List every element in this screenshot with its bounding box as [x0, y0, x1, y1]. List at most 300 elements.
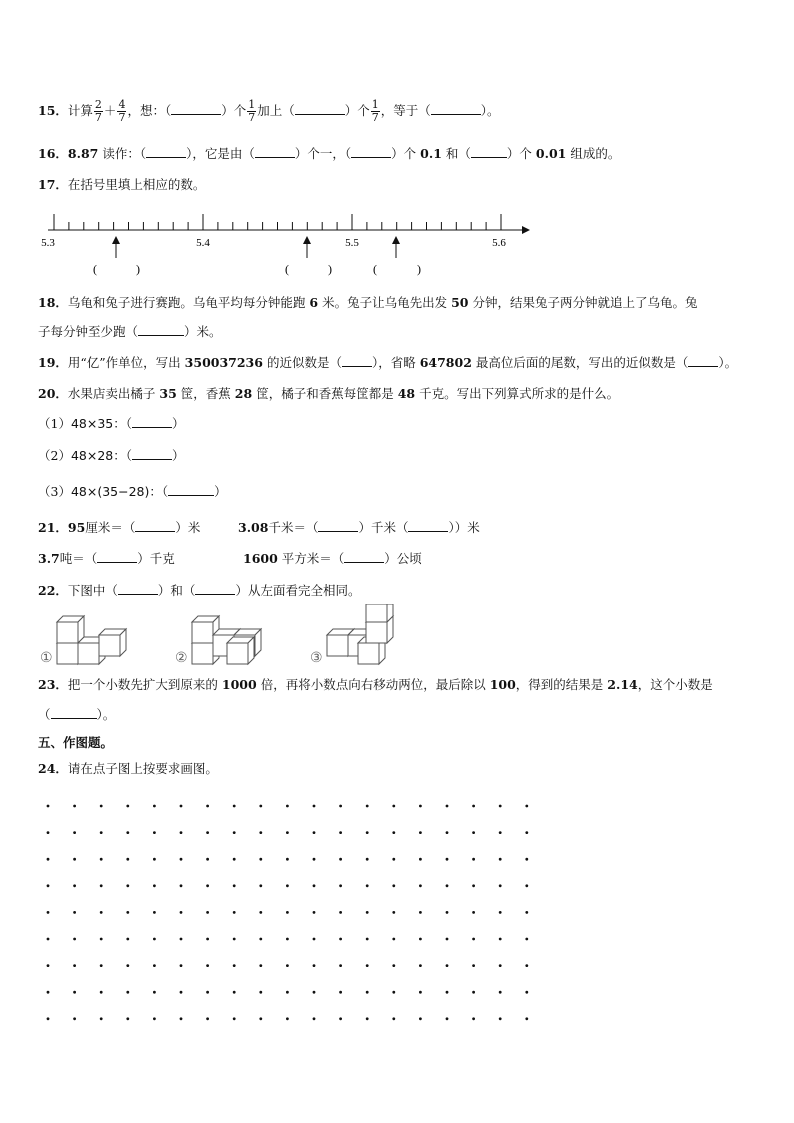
grid-dot[interactable]: [233, 938, 236, 941]
q17-text: 在括号里填上相应的数。: [67, 177, 206, 192]
q20-number: 20．: [38, 386, 68, 401]
q20-text: 筐，橘子和香蕉每筐都是: [256, 386, 394, 401]
grid-dot[interactable]: [525, 858, 528, 861]
expression: 48×(35−28)：（: [70, 484, 169, 499]
q23-value: 2.14: [607, 677, 638, 692]
grid-dot[interactable]: [313, 964, 316, 967]
grid-dot[interactable]: [419, 805, 422, 808]
grid-dot[interactable]: [392, 831, 395, 834]
blank[interactable]: [255, 146, 295, 158]
q20-value: 48: [397, 386, 416, 401]
grid-dot[interactable]: [47, 1017, 50, 1020]
section-heading: 五、作图题。: [38, 735, 114, 750]
question-23-line-2: [38, 707, 115, 723]
q22-text: ）从左面看完全相同。: [235, 583, 361, 598]
q15-text-4: 加上（: [257, 103, 295, 118]
grid-dot[interactable]: [206, 938, 209, 941]
grid-dot[interactable]: [339, 831, 342, 834]
grid-dot[interactable]: [313, 938, 316, 941]
grid-dot[interactable]: [126, 964, 129, 967]
grid-dot[interactable]: [259, 1017, 262, 1020]
grid-dot[interactable]: [100, 938, 103, 941]
grid-dot[interactable]: [392, 884, 395, 887]
q23-number: 23．: [38, 677, 68, 692]
part-label: （3）: [38, 484, 71, 499]
grid-dot[interactable]: [47, 938, 50, 941]
q21-value: 1600: [243, 551, 278, 566]
figure-label-1: ①: [40, 651, 53, 666]
grid-dot[interactable]: [259, 991, 262, 994]
grid-dot[interactable]: [286, 884, 289, 887]
grid-dot[interactable]: [126, 1017, 129, 1020]
grid-dot[interactable]: [126, 884, 129, 887]
grid-dot[interactable]: [366, 1017, 369, 1020]
grid-dot[interactable]: [446, 964, 449, 967]
grid-dot[interactable]: [73, 831, 76, 834]
grid-dot[interactable]: [499, 884, 502, 887]
blank[interactable]: [195, 583, 235, 595]
grid-dot[interactable]: [259, 858, 262, 861]
grid-dot[interactable]: [73, 911, 76, 914]
grid-dot[interactable]: [419, 1017, 422, 1020]
grid-dot[interactable]: [472, 991, 475, 994]
q21-text: 平方米＝（: [281, 551, 345, 566]
question-19: [38, 355, 737, 371]
grid-dot[interactable]: [73, 858, 76, 861]
figure-label-3: ③: [310, 651, 323, 666]
grid-dot[interactable]: [233, 1017, 236, 1020]
grid-dot[interactable]: [100, 831, 103, 834]
blank[interactable]: [431, 103, 481, 115]
grid-dot[interactable]: [419, 884, 422, 887]
grid-dot[interactable]: [339, 911, 342, 914]
q20-text: 水果店卖出橘子: [67, 386, 156, 401]
q21-text: ）米: [175, 520, 201, 535]
grid-dot[interactable]: [47, 911, 50, 914]
question-20-part-1: [38, 416, 185, 432]
grid-dot[interactable]: [339, 805, 342, 808]
q18-text: 米。兔子让乌龟先出发: [322, 295, 448, 310]
grid-dot[interactable]: [313, 991, 316, 994]
blank[interactable]: [171, 103, 221, 115]
q19-text: 的近似数是（: [266, 355, 342, 370]
grid-dot[interactable]: [153, 858, 156, 861]
q21-text: 千米＝（: [268, 520, 319, 535]
grid-dot[interactable]: [73, 805, 76, 808]
grid-dot[interactable]: [100, 964, 103, 967]
q22-number: 22．: [38, 583, 68, 598]
part-label: （1）: [38, 416, 71, 431]
q19-value: 350037236: [184, 355, 263, 370]
grid-dot[interactable]: [233, 964, 236, 967]
grid-dot[interactable]: [153, 831, 156, 834]
grid-dot[interactable]: [100, 884, 103, 887]
q20-text: 筐，香蕉: [180, 386, 231, 401]
grid-dot[interactable]: [446, 991, 449, 994]
grid-dot[interactable]: [339, 858, 342, 861]
grid-dot[interactable]: [286, 858, 289, 861]
answer-paren-open: (: [373, 262, 377, 276]
grid-dot[interactable]: [100, 911, 103, 914]
grid-dot[interactable]: [153, 884, 156, 887]
q21-text: ））米: [448, 520, 480, 535]
grid-dot[interactable]: [126, 938, 129, 941]
blank[interactable]: [408, 520, 448, 532]
q23-text: 倍，再将小数点向右移动两位，最后除以: [260, 677, 486, 692]
paren-close: ）: [172, 416, 185, 431]
q19-value: 647802: [419, 355, 472, 370]
q24-number: 24．: [38, 761, 68, 776]
blank[interactable]: [295, 103, 345, 115]
grid-dot[interactable]: [313, 805, 316, 808]
q23-text: ，得到的结果是: [515, 677, 604, 692]
grid-dot[interactable]: [525, 911, 528, 914]
grid-dot[interactable]: [180, 911, 183, 914]
cube-figure-2: [192, 616, 261, 664]
grid-dot[interactable]: [180, 805, 183, 808]
grid-dot[interactable]: [525, 991, 528, 994]
cube-figures: [36, 604, 406, 666]
grid-dot[interactable]: [100, 858, 103, 861]
answer-paren-open: (: [93, 262, 97, 276]
blank[interactable]: [97, 551, 137, 563]
grid-dot[interactable]: [259, 884, 262, 887]
question-16: [38, 146, 620, 162]
q19-text: 用“亿”作单位，写出: [67, 355, 181, 370]
grid-dot[interactable]: [339, 884, 342, 887]
grid-dot[interactable]: [47, 991, 50, 994]
grid-dot[interactable]: [313, 911, 316, 914]
grid-dot[interactable]: [286, 991, 289, 994]
grid-dot[interactable]: [313, 831, 316, 834]
q19-number: 19．: [38, 355, 68, 370]
q16-number: 16．: [38, 146, 68, 161]
paren-close: ）: [214, 484, 227, 499]
grid-dot[interactable]: [73, 884, 76, 887]
grid-dot[interactable]: [446, 805, 449, 808]
grid-dot[interactable]: [286, 831, 289, 834]
fraction-2-7: $\frac{2}{7}$: [94, 98, 102, 124]
grid-dot[interactable]: [233, 884, 236, 887]
grid-dot[interactable]: [233, 805, 236, 808]
grid-dot[interactable]: [206, 805, 209, 808]
grid-dot[interactable]: [419, 991, 422, 994]
q24-text: 请在点子图上按要求画图。: [67, 761, 218, 776]
question-24: [38, 761, 218, 777]
question-21-b: [238, 520, 480, 536]
grid-dot[interactable]: [472, 831, 475, 834]
blank[interactable]: [342, 355, 372, 367]
grid-dot[interactable]: [499, 1017, 502, 1020]
grid-dot[interactable]: [73, 938, 76, 941]
grid-dot[interactable]: [286, 911, 289, 914]
tick-label-5-6: 5.6: [492, 237, 506, 249]
grid-dot[interactable]: [206, 1017, 209, 1020]
grid-dot[interactable]: [180, 884, 183, 887]
grid-dot[interactable]: [126, 805, 129, 808]
grid-dot[interactable]: [499, 858, 502, 861]
grid-dot[interactable]: [313, 884, 316, 887]
grid-dot[interactable]: [499, 964, 502, 967]
question-21-c: [38, 551, 175, 567]
q18-text: ）米。: [184, 324, 222, 339]
grid-dot[interactable]: [472, 1017, 475, 1020]
grid-dot[interactable]: [419, 938, 422, 941]
grid-dot[interactable]: [499, 831, 502, 834]
q18-value: 6: [309, 295, 319, 310]
paren-close: ）: [172, 448, 185, 463]
grid-dot[interactable]: [153, 911, 156, 914]
grid-dot[interactable]: [366, 964, 369, 967]
q19-text: ）。: [718, 355, 738, 370]
grid-dot[interactable]: [286, 1017, 289, 1020]
tick-label-5-4: 5.4: [196, 237, 210, 249]
grid-dot[interactable]: [446, 831, 449, 834]
grid-dot[interactable]: [446, 884, 449, 887]
grid-dot[interactable]: [392, 964, 395, 967]
blank[interactable]: [118, 583, 158, 595]
grid-dot[interactable]: [366, 831, 369, 834]
grid-dot[interactable]: [472, 884, 475, 887]
part-label: （2）: [38, 448, 71, 463]
q18-value: 50: [451, 295, 469, 310]
question-20: [38, 386, 619, 402]
grid-dot[interactable]: [472, 805, 475, 808]
grid-dot[interactable]: [339, 991, 342, 994]
grid-dot[interactable]: [259, 805, 262, 808]
grid-dot[interactable]: [206, 884, 209, 887]
tick-label-5-5: 5.5: [345, 237, 359, 249]
grid-dot[interactable]: [153, 1017, 156, 1020]
grid-dot[interactable]: [73, 991, 76, 994]
grid-dot[interactable]: [392, 858, 395, 861]
grid-dot[interactable]: [73, 1017, 76, 1020]
grid-dot[interactable]: [233, 911, 236, 914]
fraction-4-7: $\frac{4}{7}$: [118, 98, 126, 124]
grid-dot[interactable]: [366, 884, 369, 887]
grid-dot[interactable]: [525, 964, 528, 967]
grid-dot[interactable]: [233, 831, 236, 834]
q15-number: 15．: [38, 103, 68, 118]
grid-dot[interactable]: [499, 938, 502, 941]
grid-dot[interactable]: [286, 964, 289, 967]
grid-dot[interactable]: [339, 938, 342, 941]
cube-figure-1: [57, 616, 126, 664]
q22-text: 下图中（: [67, 583, 118, 598]
q16-value: 0.1: [420, 146, 442, 161]
q23-value: 100: [489, 677, 516, 692]
grid-dot[interactable]: [286, 938, 289, 941]
grid-dot[interactable]: [180, 938, 183, 941]
grid-dot[interactable]: [366, 991, 369, 994]
grid-dot[interactable]: [525, 884, 528, 887]
grid-dot[interactable]: [233, 991, 236, 994]
grid-dot[interactable]: [366, 858, 369, 861]
grid-dot[interactable]: [392, 911, 395, 914]
grid-dot[interactable]: [100, 991, 103, 994]
dot-grid[interactable]: [40, 798, 560, 1028]
fraction-1-7: $\frac{1}{7}$: [248, 98, 256, 124]
q18-text: 乌龟和兔子进行赛跑。乌龟平均每分钟能跑: [67, 295, 306, 310]
grid-dot[interactable]: [525, 1017, 528, 1020]
figure-label-2: ②: [175, 651, 188, 666]
q16-text: 读作：（: [102, 146, 147, 161]
blank[interactable]: [138, 324, 184, 336]
grid-dot[interactable]: [525, 831, 528, 834]
q16-value: 8.87: [67, 146, 99, 161]
grid-dot[interactable]: [206, 858, 209, 861]
q23-text: ，这个小数是: [637, 677, 713, 692]
plus-sign: ＋: [103, 103, 117, 118]
expression: 48×28：（: [70, 448, 132, 463]
grid-dot[interactable]: [313, 858, 316, 861]
grid-dot[interactable]: [366, 805, 369, 808]
q18-number: 18．: [38, 295, 68, 310]
grid-dot[interactable]: [392, 991, 395, 994]
question-20-part-2: [38, 448, 185, 464]
q18-text: 分钟，结果兔子两分钟就追上了乌龟。兔: [472, 295, 698, 310]
blank[interactable]: [135, 520, 175, 532]
q22-text: ）和（: [157, 583, 196, 598]
grid-dot[interactable]: [73, 964, 76, 967]
grid-dot[interactable]: [419, 964, 422, 967]
blank[interactable]: [51, 707, 97, 719]
grid-dot[interactable]: [153, 805, 156, 808]
q16-text: ）个: [391, 146, 417, 161]
q16-text: 和（: [445, 146, 471, 161]
blank[interactable]: [146, 146, 186, 158]
pointer-arrow-icon: [303, 236, 311, 258]
q15-text-7: ）。: [480, 103, 500, 118]
grid-dot[interactable]: [446, 911, 449, 914]
grid-dot[interactable]: [525, 938, 528, 941]
grid-dot[interactable]: [206, 831, 209, 834]
grid-dot[interactable]: [339, 1017, 342, 1020]
grid-dot[interactable]: [47, 858, 50, 861]
grid-dot[interactable]: [366, 911, 369, 914]
grid-dot[interactable]: [313, 1017, 316, 1020]
q21-value: 95: [67, 520, 86, 535]
grid-dot[interactable]: [233, 858, 236, 861]
grid-dot[interactable]: [126, 831, 129, 834]
blank[interactable]: [168, 484, 214, 496]
grid-dot[interactable]: [180, 858, 183, 861]
q17-number: 17．: [38, 177, 68, 192]
grid-dot[interactable]: [446, 938, 449, 941]
blank[interactable]: [344, 551, 384, 563]
grid-dot[interactable]: [339, 964, 342, 967]
grid-dot[interactable]: [392, 938, 395, 941]
grid-dot[interactable]: [100, 1017, 103, 1020]
grid-dot[interactable]: [392, 1017, 395, 1020]
q15-text-3: ）个: [221, 103, 247, 118]
grid-dot[interactable]: [153, 991, 156, 994]
question-17: [38, 177, 205, 193]
q23-text: 把一个小数先扩大到原来的: [67, 677, 218, 692]
grid-dot[interactable]: [206, 911, 209, 914]
q18-text: 子每分钟至少跑（: [38, 324, 139, 339]
grid-dot[interactable]: [180, 1017, 183, 1020]
question-22: [38, 583, 360, 599]
answer-paren-open: (: [285, 262, 289, 276]
grid-dot[interactable]: [126, 991, 129, 994]
answer-paren-close: ): [136, 262, 140, 276]
grid-dot[interactable]: [419, 911, 422, 914]
grid-dot[interactable]: [472, 858, 475, 861]
pointer-arrow-icon: [112, 236, 120, 258]
grid-dot[interactable]: [180, 991, 183, 994]
grid-dot[interactable]: [286, 805, 289, 808]
grid-dot[interactable]: [366, 938, 369, 941]
q21-number: 21．: [38, 520, 68, 535]
grid-dot[interactable]: [525, 805, 528, 808]
blank[interactable]: [688, 355, 718, 367]
grid-dot[interactable]: [472, 911, 475, 914]
q21-value: 3.7: [38, 551, 60, 566]
grid-dot[interactable]: [499, 911, 502, 914]
answer-paren-close: ): [328, 262, 332, 276]
grid-dot[interactable]: [259, 911, 262, 914]
blank[interactable]: [471, 146, 507, 158]
grid-dot[interactable]: [259, 964, 262, 967]
question-21-d: [243, 551, 422, 567]
question-21: [38, 520, 200, 536]
grid-dot[interactable]: [126, 858, 129, 861]
grid-dot[interactable]: [100, 805, 103, 808]
blank[interactable]: [132, 416, 172, 428]
grid-dot[interactable]: [180, 964, 183, 967]
grid-dot[interactable]: [472, 938, 475, 941]
q16-text: ）个一，（: [294, 146, 352, 161]
q19-text: 最高位后面的尾数，写出的近似数是（: [475, 355, 689, 370]
grid-dot[interactable]: [47, 884, 50, 887]
grid-dot[interactable]: [392, 805, 395, 808]
blank[interactable]: [351, 146, 391, 158]
grid-dot[interactable]: [419, 858, 422, 861]
question-23: [38, 677, 713, 693]
q21-text: 厘米＝（: [85, 520, 136, 535]
grid-dot[interactable]: [153, 938, 156, 941]
grid-dot[interactable]: [206, 964, 209, 967]
q23-text: ）。: [96, 707, 116, 722]
blank[interactable]: [132, 448, 172, 460]
tick-label-5-3: 5.3: [41, 237, 55, 249]
grid-dot[interactable]: [206, 991, 209, 994]
blank[interactable]: [318, 520, 358, 532]
fraction-1-7: $\frac{1}{7}$: [371, 98, 379, 124]
q16-text: 组成的。: [570, 146, 621, 161]
grid-dot[interactable]: [259, 938, 262, 941]
grid-dot[interactable]: [126, 911, 129, 914]
grid-dot[interactable]: [153, 964, 156, 967]
grid-dot[interactable]: [47, 805, 50, 808]
grid-dot[interactable]: [259, 831, 262, 834]
grid-dot[interactable]: [180, 831, 183, 834]
number-line: [40, 200, 540, 285]
grid-dot[interactable]: [446, 1017, 449, 1020]
grid-dot[interactable]: [47, 964, 50, 967]
q20-value: 35: [159, 386, 177, 401]
grid-dot[interactable]: [419, 831, 422, 834]
q21-text: ）千米（: [358, 520, 409, 535]
grid-dot[interactable]: [472, 964, 475, 967]
q23-value: 1000: [221, 677, 257, 692]
grid-dot[interactable]: [446, 858, 449, 861]
grid-dot[interactable]: [499, 991, 502, 994]
q16-value: 0.01: [535, 146, 567, 161]
grid-dot[interactable]: [499, 805, 502, 808]
grid-dot[interactable]: [47, 831, 50, 834]
